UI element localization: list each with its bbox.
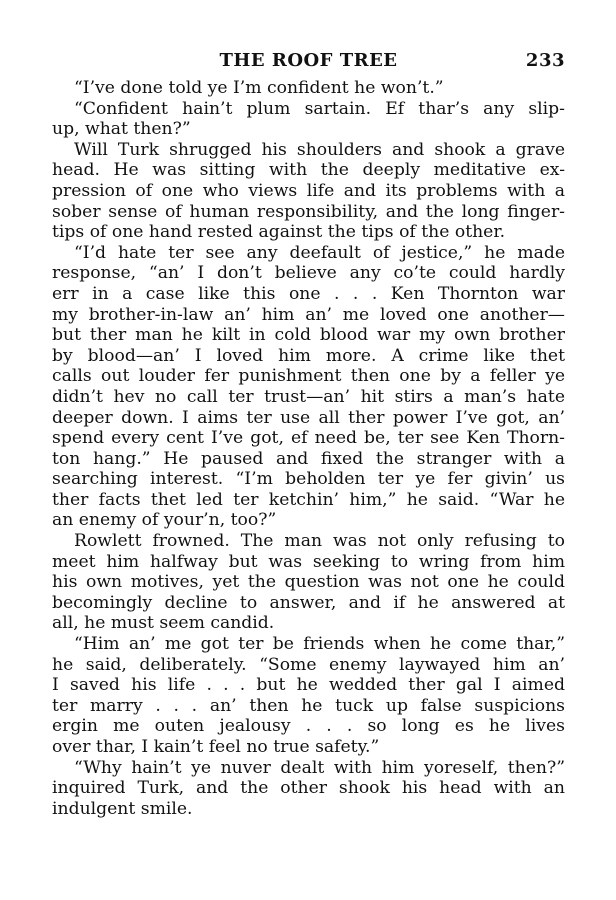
text-line: response, “an’ I don’t believe any co’te could hardly — [52, 263, 565, 284]
text-line: Rowlett frowned. The man was not only refusing to — [74, 531, 565, 552]
text-line: searching interest. “I’m beholden ter ye fer givin’ us — [52, 469, 565, 490]
text-line: “I’d hate ter see any deefault of jestice,” he made — [74, 242, 565, 263]
text-line: calls out louder fer punishment then one by a feller ye — [52, 366, 565, 387]
text-line: inquired Turk, and the other shook his head with an — [52, 778, 565, 799]
book-page — [52, 50, 565, 819]
text-line: ther facts thet led ter ketchin’ him,” he said. “War he — [52, 489, 565, 510]
text-line: head. He was sitting with the deeply meditative ex- — [52, 160, 565, 181]
text-line: ter marry . . . an’ then he tuck up false suspicions — [52, 695, 565, 716]
text-line: spend every cent I’ve got, ef need be, ter see Ken Thorn- — [52, 428, 565, 449]
text-line: tips of one hand rested against the tips of the other. — [52, 222, 506, 243]
text-line: but ther man he kilt in cold blood war my own brother — [52, 325, 565, 346]
text-line: sober sense of human responsibility, and the long finger- — [52, 201, 565, 222]
paragraph — [52, 140, 565, 243]
text-line: err in a case like this one . . . Ken Thornton war — [52, 283, 565, 304]
body-text — [52, 78, 565, 819]
text-line: over thar, I kain’t feel no true safety.” — [52, 737, 380, 757]
paragraph — [52, 78, 565, 99]
text-line: “I’ve done told ye I’m confident he won’t.” — [74, 78, 444, 98]
paragraph — [52, 634, 565, 758]
text-line: an enemy of your’n, too?” — [52, 510, 277, 531]
page-number: 233 — [525, 50, 565, 71]
text-line: deeper down. I aims ter use all ther power I’ve got, an’ — [52, 407, 565, 428]
text-line: meet him halfway but was seeking to wring from him — [52, 551, 565, 572]
running-header — [52, 50, 565, 78]
paragraph — [52, 99, 565, 140]
text-line: up, what then?” — [52, 119, 191, 140]
paragraph — [52, 243, 565, 531]
text-line: “Him an’ me got ter be friends when he come thar,” — [74, 634, 565, 655]
text-line: my brother-in-law an’ him an’ me loved one another— — [52, 304, 565, 325]
text-line: he said, deliberately. “Some enemy laywayed him an’ — [52, 654, 565, 675]
paragraph — [52, 531, 565, 634]
text-line: pression of one who views life and its problems with a — [52, 180, 565, 201]
text-line: “Confident hain’t plum sartain. Ef thar’s any slip- — [74, 98, 565, 119]
text-line: becomingly decline to answer, and if he answered at — [52, 592, 565, 613]
running-title: THE ROOF TREE — [219, 50, 398, 71]
text-line: his own motives, yet the question was not one he could — [52, 572, 565, 593]
text-line: didn’t hev no call ter trust—an’ hit stirs a man’s hate — [52, 386, 565, 407]
text-line: ton hang.” He paused and fixed the stranger with a — [52, 448, 565, 469]
text-line: “Why hain’t ye nuver dealt with him yoreself, then?” — [74, 757, 565, 778]
text-line: ergin me outen jealousy . . . so long es he lives — [52, 716, 565, 737]
text-line: by blood—an’ I loved him more. A crime like thet — [52, 345, 565, 366]
paragraph — [52, 758, 565, 820]
text-line: Will Turk shrugged his shoulders and shook a grave — [74, 139, 565, 160]
text-line: I saved his life . . . but he wedded ther gal I aimed — [52, 675, 565, 696]
text-line: all, he must seem candid. — [52, 613, 275, 634]
text-line: indulgent smile. — [52, 798, 193, 819]
